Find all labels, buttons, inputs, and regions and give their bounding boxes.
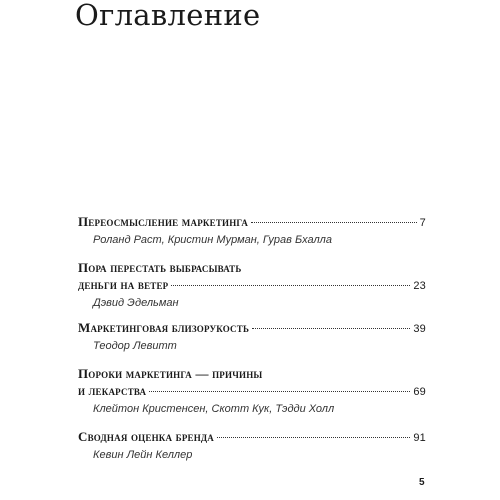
page-number: 5 bbox=[419, 477, 425, 488]
toc-entry-title-line bbox=[78, 319, 426, 338]
toc-entry-authors: Кевин Лейн Келлер bbox=[93, 449, 193, 461]
toc-entry-title-line bbox=[78, 365, 426, 382]
toc-entry-page-number: 69 bbox=[413, 386, 426, 398]
toc-entry[interactable] bbox=[78, 365, 426, 416]
toc-entry[interactable] bbox=[78, 428, 426, 462]
toc-entry-page-number: 39 bbox=[413, 323, 426, 335]
toc-entry-title-continuation: и лекарства bbox=[78, 383, 147, 398]
toc-entry[interactable] bbox=[78, 259, 426, 310]
toc-entry-page-number: 91 bbox=[413, 432, 426, 444]
toc-entry-authors: Клейтон Кристенсен, Скотт Кук, Тэдди Холл bbox=[93, 403, 335, 415]
toc-entry-title: Сводная оценка бренда bbox=[78, 429, 215, 444]
dot-leader bbox=[171, 285, 410, 286]
toc-entry-title-line bbox=[78, 276, 426, 295]
toc-entry-title-line bbox=[78, 259, 426, 276]
toc-entry-title: Переосмысление маркетинга bbox=[78, 214, 249, 229]
toc-entry-authors: Роланд Раст, Кристин Мурман, Гурав Бхалла bbox=[93, 234, 333, 246]
page-title: Оглавление bbox=[75, 0, 261, 32]
toc-entry-title: Маркетинговая близорукость bbox=[78, 320, 250, 335]
toc-entry-authors: Дэвид Эдельман bbox=[93, 297, 179, 309]
dot-leader bbox=[251, 222, 417, 223]
toc-entry-title-line bbox=[78, 428, 426, 447]
toc-entry[interactable] bbox=[78, 319, 426, 353]
dot-leader bbox=[149, 391, 410, 392]
toc-entry-page-number: 7 bbox=[419, 217, 426, 229]
toc-entry[interactable] bbox=[78, 213, 426, 247]
toc-entry-title: Пора перестать выбрасывать bbox=[78, 260, 242, 275]
dot-leader bbox=[217, 437, 410, 438]
toc-entry-title-line bbox=[78, 213, 426, 232]
toc-entry-page-number: 23 bbox=[413, 280, 426, 292]
toc-entry-title-continuation: деньги на ветер bbox=[78, 277, 169, 292]
toc-entry-title-line bbox=[78, 382, 426, 401]
toc-entry-authors: Теодор Левитт bbox=[93, 340, 177, 352]
dot-leader bbox=[252, 328, 410, 329]
toc-entry-title: Пороки маркетинга — причины bbox=[78, 366, 263, 381]
